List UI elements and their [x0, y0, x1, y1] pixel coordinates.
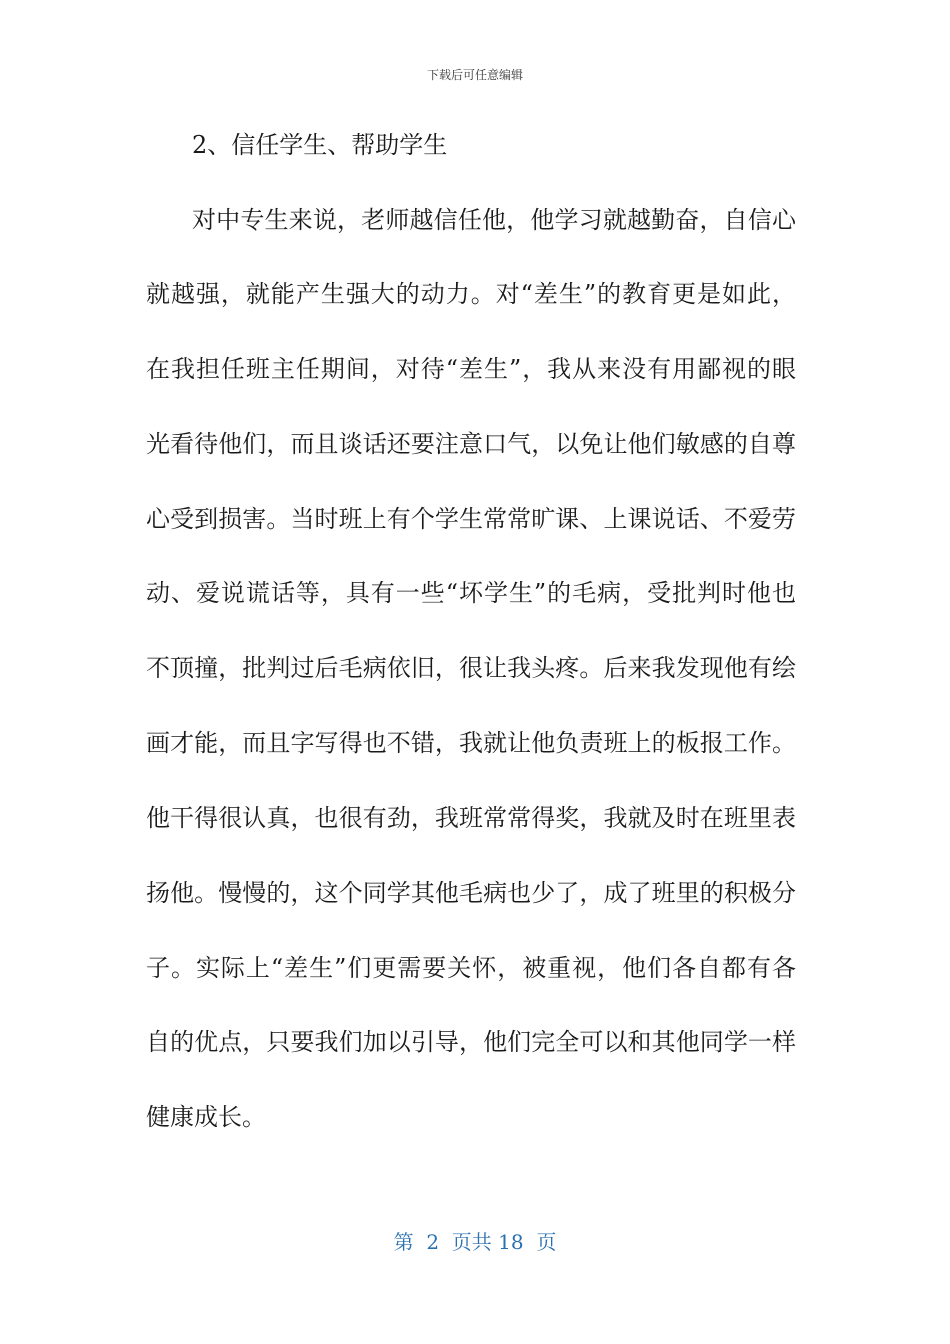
paragraph-line: 不顶撞，批判过后毛病依旧，很让我头疼。后来我发现他有绘: [146, 654, 796, 682]
paragraph-line: 健康成长。: [146, 1103, 266, 1131]
page-number-footer: 第 2 页共 18 页: [393, 1230, 557, 1254]
paragraph-line: 对中专生来说，老师越信任他，他学习就越勤奋，自信心: [192, 206, 796, 234]
paragraph-line: 画才能，而且字写得也不错，我就让他负责班上的板报工作。: [146, 729, 796, 757]
paragraph-line: 他干得很认真，也很有劲，我班常常得奖，我就及时在班里表: [146, 804, 796, 832]
paragraph-line: 在我担任班主任期间，对待“差生”，我从来没有用鄙视的眼: [146, 355, 796, 383]
paragraph-line: 心受到损害。当时班上有个学生常常旷课、上课说话、不爱劳: [146, 505, 796, 533]
paragraph-line: 自的优点，只要我们加以引导，他们完全可以和其他同学一样: [146, 1028, 796, 1056]
paragraph-line: 动、爱说谎话等，具有一些“坏学生”的毛病，受批判时他也: [146, 579, 796, 607]
paragraph-line: 子。实际上“差生”们更需要关怀，被重视，他们各自都有各: [146, 954, 796, 982]
paragraph-line: 就越强，就能产生强大的动力。对“差生”的教育更是如此，: [146, 280, 796, 308]
paragraph-line: 扬他。慢慢的，这个同学其他毛病也少了，成了班里的积极分: [146, 879, 796, 907]
page-header: 下载后可任意编辑: [426, 68, 523, 82]
section-heading: 2、信任学生、帮助学生: [192, 131, 448, 159]
paragraph-line: 光看待他们，而且谈话还要注意口气，以免让他们敏感的自尊: [146, 430, 796, 458]
